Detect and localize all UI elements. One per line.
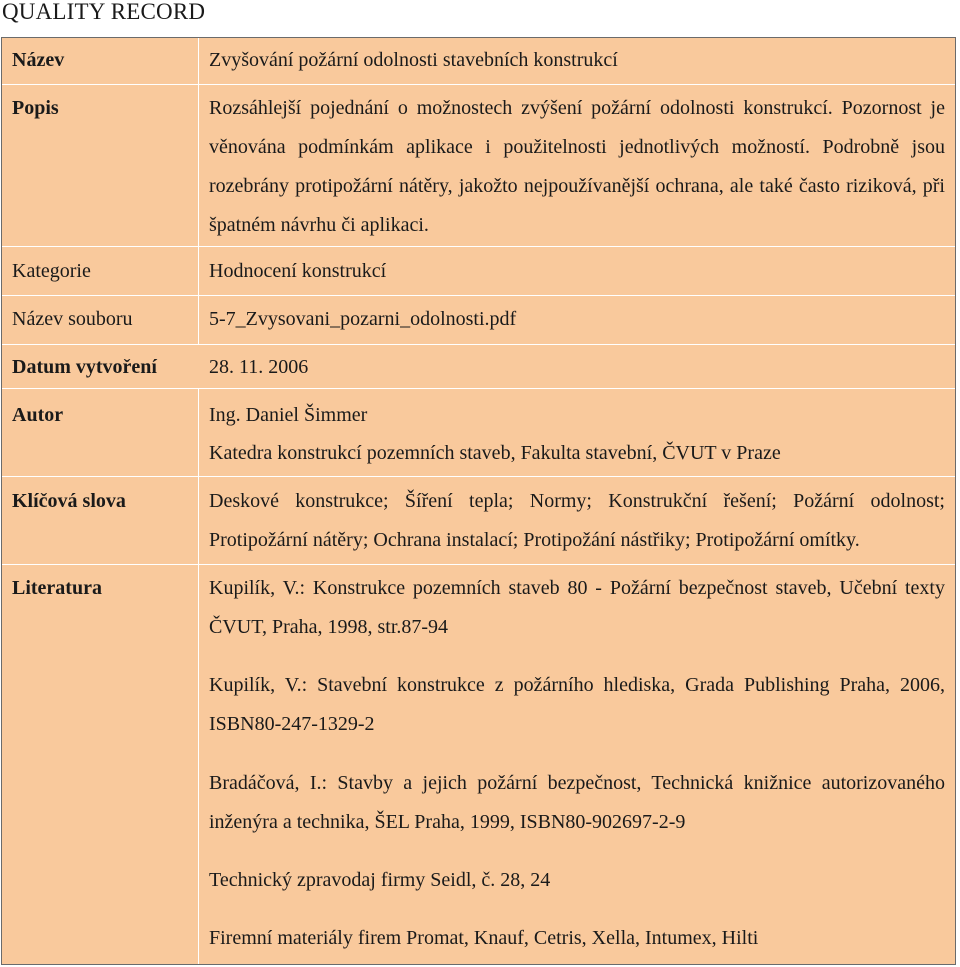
row-divider [2, 295, 955, 296]
label-nazev: Název [12, 49, 65, 71]
row-divider [2, 246, 955, 247]
row-divider [2, 344, 955, 345]
literatura-item: Bradáčová, I.: Stavby a jejich požární bezpečnost, Technická knižnice autorizovaného inženýra a technika, ŠEL Praha, 1999, ISBN80-902697-2-9 [209, 772, 945, 833]
value-klicova-slova: Deskové konstrukce; Šíření tepla; Normy; Konstrukční řešení; Požární odolnost; Protipožární nátěry; Ochrana instalací; Protipožání nástřiky; Protipožární omítky. [209, 490, 945, 551]
value-datum-vytvoreni: 28. 11. 2006 [209, 356, 309, 378]
value-popis: Rozsáhlejší pojednání o možnostech zvýšení požární odolnosti konstrukcí. Pozornost je věnována podmínkám aplikace i použitelnosti jednotlivých možností. Podrobně jsou rozebrány protipožární nátěry, jakožto nejpoužívanější ochrana, ale také často riziková, při špatném návrhu či aplikaci. [209, 97, 945, 236]
row-divider [2, 84, 955, 85]
quality-record-table [1, 37, 956, 965]
label-popis: Popis [12, 97, 59, 119]
label-literatura: Literatura [12, 577, 102, 599]
literatura-item: Firemní materiály firem Promat, Knauf, Cetris, Xella, Intumex, Hilti [209, 927, 759, 949]
row-divider [2, 476, 955, 477]
row-divider [2, 564, 955, 565]
value-nazev-souboru: 5-7_Zvysovani_pozarni_odolnosti.pdf [209, 308, 517, 330]
value-autor-name: Ing. Daniel Šimmer [209, 404, 368, 426]
label-klicova-slova: Klíčová slova [12, 490, 126, 512]
value-autor-affiliation: Katedra konstrukcí pozemních staveb, Fakulta stavební, ČVUT v Praze [209, 442, 781, 464]
literatura-item: Technický zpravodaj firmy Seidl, č. 28, 24 [209, 869, 551, 891]
column-divider [198, 388, 199, 964]
document-title: QUALITY RECORD [2, 0, 206, 24]
row-divider [2, 388, 955, 389]
value-kategorie: Hodnocení konstrukcí [209, 260, 387, 282]
label-nazev-souboru: Název souboru [12, 308, 133, 330]
label-autor: Autor [12, 404, 64, 426]
label-kategorie: Kategorie [12, 260, 91, 282]
value-nazev: Zvyšování požární odolnosti stavebních konstrukcí [209, 49, 618, 71]
literatura-item: Kupilík, V.: Konstrukce pozemních staveb 80 - Požární bezpečnost staveb, Učební texty ČVUT, Praha, 1998, str.87-94 [209, 577, 945, 638]
label-datum-vytvoreni: Datum vytvoření [12, 356, 157, 378]
literatura-item: Kupilík, V.: Stavební konstrukce z požárního hlediska, Grada Publishing Praha, 2006, ISBN80-247-1329-2 [209, 674, 945, 735]
